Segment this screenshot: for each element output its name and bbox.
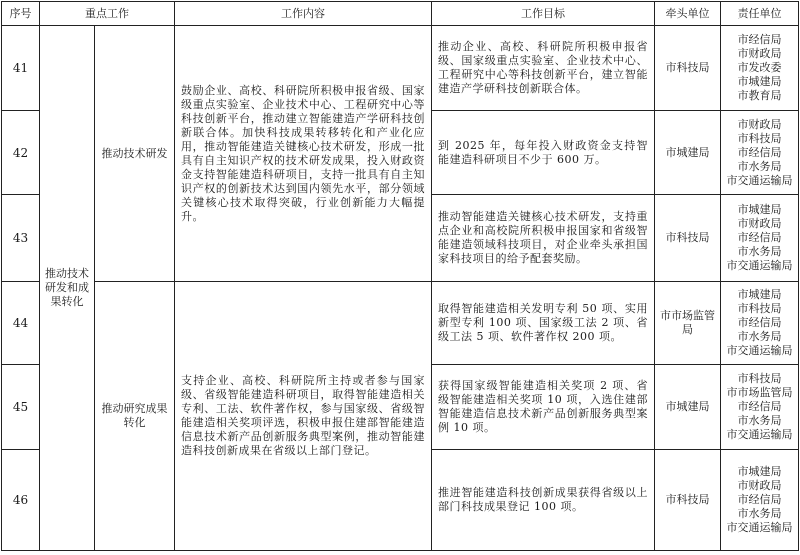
lead-unit-cell: 市城建局 (655, 111, 721, 195)
table-header-row (2, 2, 799, 26)
header-work-goal: 工作目标 (432, 2, 655, 26)
header-responsible-units: 责任单位 (721, 2, 799, 26)
responsible-unit: 市科技局 (737, 372, 782, 385)
row-serial-no: 42 (2, 111, 40, 195)
responsible-unit: 市发改委 (737, 61, 782, 74)
lead-unit-cell: 市市场监管局 (655, 282, 721, 365)
work-goal-cell: 推进智能建造科技创新成果获得省级以上部门科技成果登记 100 项。 (432, 450, 655, 551)
responsible-unit: 市交通运输局 (726, 173, 793, 187)
responsible-unit: 市科技局 (737, 131, 782, 145)
lead-unit-cell: 市科技局 (655, 195, 721, 282)
responsible-unit: 市经信局 (737, 231, 782, 244)
work-goal-cell: 到 2025 年，每年投入财政资金支持智能建造科研项目不少于 600 万。 (432, 111, 655, 195)
lead-unit-cell: 市科技局 (655, 450, 721, 551)
responsible-units-cell (721, 450, 799, 551)
responsible-unit: 市交通运输局 (726, 344, 793, 357)
responsible-unit: 市城建局 (737, 75, 782, 88)
responsible-units-cell (721, 111, 799, 195)
subgroup-label: 推动技术研发 (95, 26, 175, 282)
work-goal-cell: 取得智能建造相关发明专利 50 项、实用新型专利 100 项、国家级工法 2 项、省级工法 5 项、软件著作权 200 项。 (432, 282, 655, 365)
key-work-group: 推动技术研发和成果转化 (40, 26, 95, 551)
responsible-units-cell (721, 282, 799, 365)
row-serial-no: 46 (2, 450, 40, 551)
responsible-unit: 市财政局 (737, 479, 782, 492)
responsible-unit: 市教育局 (737, 89, 782, 102)
lead-unit-cell: 市科技局 (655, 26, 721, 111)
responsible-unit: 市财政局 (737, 47, 782, 60)
responsible-unit: 市市场监管局 (726, 386, 793, 399)
responsible-unit: 市财政局 (737, 117, 782, 131)
responsible-unit: 市城建局 (737, 288, 782, 301)
subgroup-label: 推动研究成果转化 (95, 282, 175, 551)
responsible-unit: 市科技局 (737, 302, 782, 315)
responsible-unit: 市水务局 (737, 159, 782, 173)
responsible-units-cell (721, 26, 799, 111)
responsible-unit: 市交通运输局 (726, 259, 793, 272)
header-work-content: 工作内容 (175, 2, 432, 26)
responsible-units-cell (721, 195, 799, 282)
work-goal-cell: 推动企业、高校、科研院所积极申报省级、国家级重点实验室、企业技术中心、工程研究中心等科技创新平台，建立智能建造产学研科技创新联合体。 (432, 26, 655, 111)
responsible-unit: 市水务局 (737, 330, 782, 343)
responsible-unit: 市城建局 (737, 203, 782, 216)
responsible-unit: 市经信局 (737, 400, 782, 413)
responsible-unit: 市交通运输局 (726, 521, 793, 534)
header-serial-no: 序号 (2, 2, 40, 26)
row-serial-no: 43 (2, 195, 40, 282)
lead-unit-cell: 市城建局 (655, 365, 721, 450)
responsible-unit: 市交通运输局 (726, 428, 793, 441)
table-row (2, 282, 799, 365)
responsible-unit: 市水务局 (737, 414, 782, 427)
work-content-cell: 鼓励企业、高校、科研院所积极申报省级、国家级重点实验室、企业技术中心、工程研究中心等科技创新平台，推动建立智能建造产学研科技创新联合体。加快科技成果转移转化和产业化应用，推动智能建造关键核心技术研发，形成一批具有自主知识产权的技术研发成果，投入财政资金支持智能建造科研项目，支持一批具有自主知识产权的创新技术达到国内领先水平，部分领域关键核心技术取得突破，行业创新能力大幅提升。 (175, 26, 432, 282)
row-serial-no: 41 (2, 26, 40, 111)
responsible-unit: 市财政局 (737, 217, 782, 230)
responsible-unit: 市水务局 (737, 507, 782, 520)
responsible-unit: 市经信局 (737, 33, 782, 46)
responsible-unit: 市经信局 (737, 316, 782, 329)
work-goal-cell: 推动智能建造关键核心技术研发，支持重点企业和高校院所积极申报国家和省级智能建造领域科技项目，对企业牵头承担国家科技项目的给予配套奖励。 (432, 195, 655, 282)
responsible-unit: 市城建局 (737, 465, 782, 478)
responsible-unit: 市经信局 (737, 493, 782, 506)
header-key-work: 重点工作 (40, 2, 175, 26)
work-content-cell: 支持企业、高校、科研院所主持或者参与国家级、省级智能建造科研项目，取得智能建造相关专利、工法、软件著作权，参与国家级、省级智能建造相关奖项评选，积极申报住建部智能建造信息技术新产品创新服务典型案例，推动智能建造科技创新成果在省级以上部门登记。 (175, 282, 432, 551)
row-serial-no: 45 (2, 365, 40, 450)
work-goal-cell: 获得国家级智能建造相关奖项 2 项、省级智能建造相关奖项 10 项，入选住建部智能建造信息技术新产品创新服务典型案例 10 项。 (432, 365, 655, 450)
table-row (2, 26, 799, 111)
row-serial-no: 44 (2, 282, 40, 365)
work-plan-table (1, 1, 799, 551)
responsible-unit: 市水务局 (737, 245, 782, 258)
responsible-unit: 市经信局 (737, 145, 782, 159)
header-lead-unit: 牵头单位 (655, 2, 721, 26)
responsible-units-cell (721, 365, 799, 450)
